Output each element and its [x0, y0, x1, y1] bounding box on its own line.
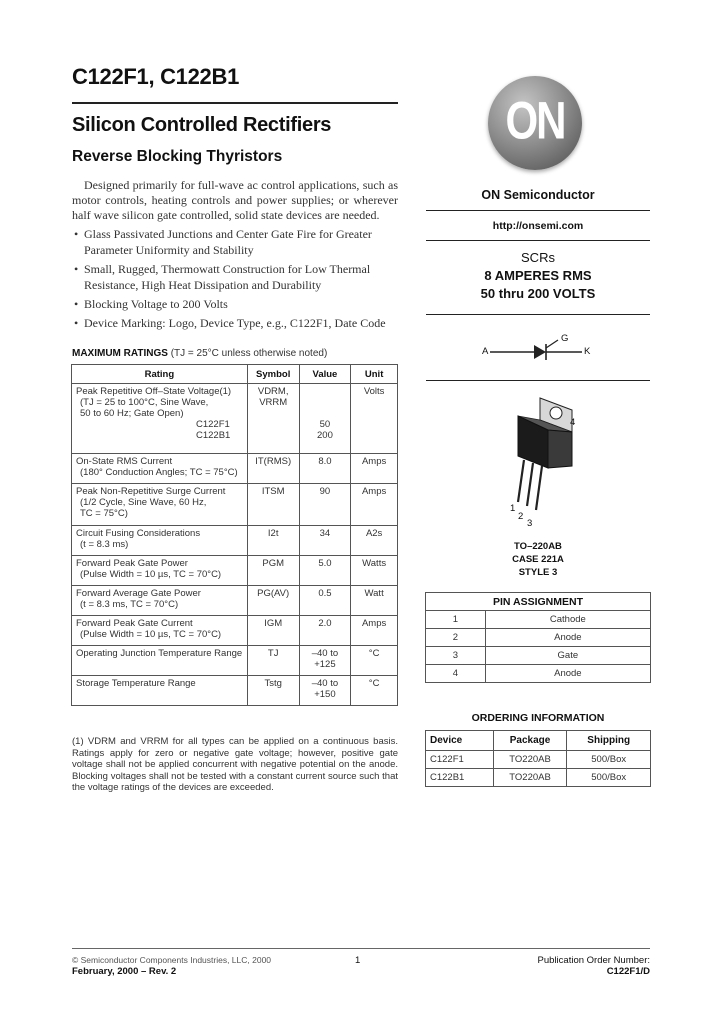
symbol: I2t [247, 526, 299, 556]
pin-label-1: 1 [510, 503, 516, 514]
feature-item: • Small, Rugged, Thermowatt Construction for Low Thermal Resistance, High Heat Dissipation and Durability [72, 261, 398, 293]
summary-line: 8 AMPERES RMS [484, 268, 592, 283]
to220-package-icon [508, 390, 580, 512]
publication-label: Publication Order Number: [537, 955, 650, 966]
publication-number: C122F1/D [606, 966, 650, 977]
on-logo [488, 76, 582, 170]
table-row: 2 Anode [426, 629, 651, 647]
rating-condition: (t = 8.3 ms) [80, 539, 129, 550]
symbol: PG(AV) [247, 586, 299, 616]
page-title: Silicon Controlled Rectifiers [72, 114, 332, 136]
value: –40 to [311, 648, 339, 659]
table-row [72, 676, 398, 706]
gate-lead [546, 340, 558, 348]
feature-item: • Blocking Voltage to 200 Volts [72, 296, 398, 312]
rating-label: Forward Peak Gate Current [76, 618, 193, 629]
col-shipping: Shipping [567, 731, 651, 751]
brand-rule [426, 210, 650, 211]
table-row [72, 616, 398, 646]
rating-label: Circuit Fusing Considerations [76, 528, 201, 539]
symbol: TJ [247, 646, 299, 676]
rating-label: Operating Junction Temperature Range [72, 646, 248, 676]
label-cathode: K [584, 346, 591, 357]
col-package: Package [493, 731, 567, 751]
unit: A2s [351, 526, 398, 556]
symbol: VRRM [259, 397, 288, 408]
max-ratings-title: MAXIMUM RATINGS [72, 348, 168, 359]
table-row [72, 586, 398, 616]
package-style: STYLE 3 [518, 567, 558, 578]
device-label: C122F1 [196, 419, 230, 430]
symbol: PGM [247, 556, 299, 586]
summary-line: 50 thru 200 VOLTS [480, 286, 596, 301]
label-anode: A [482, 346, 489, 357]
rating-label: Peak Non-Repetitive Surge Current [76, 486, 226, 497]
ordering-title: ORDERING INFORMATION [471, 712, 605, 724]
intro-paragraph: Designed primarily for full-wave ac control applications, such as motor controls, heating controls and power supplies; or wherever half wave silicon gate controlled, solid state devices are needed. [72, 178, 398, 222]
value: +150 [314, 689, 336, 700]
value: 8.0 [299, 454, 351, 484]
unit: Amps [351, 616, 398, 646]
table-row: C122F1 TO220AB 500/Box [426, 751, 651, 769]
summary-rule-bottom [426, 314, 650, 315]
value: 90 [299, 484, 351, 526]
part-number-title: C122F1, C122B1 [72, 64, 240, 89]
table-row [72, 556, 398, 586]
rating-condition: TC = 75°C) [80, 508, 128, 519]
unit: °C [351, 646, 398, 676]
tab-label: 4 [570, 417, 576, 428]
table-row [72, 484, 398, 526]
table-row [72, 526, 398, 556]
rating-condition: (t = 8.3 ms, TC = 70°C) [80, 599, 179, 610]
feature-list [72, 226, 398, 334]
rating-label: Forward Average Gate Power [76, 588, 201, 599]
on-logo-text: ON [505, 91, 565, 150]
package-info [426, 540, 650, 579]
pin-label-2: 2 [518, 511, 524, 522]
rating-condition: (180° Conduction Angles; TC = 75°C) [80, 467, 238, 478]
rating-label: Storage Temperature Range [72, 676, 248, 706]
rating-condition: (1/2 Cycle, Sine Wave, 60 Hz, [80, 497, 207, 508]
col-rating: Rating [72, 365, 248, 384]
col-device: Device [426, 731, 494, 751]
table-row [72, 384, 398, 454]
max-ratings-condition: (TJ = 25°C unless otherwise noted) [170, 348, 328, 359]
table-row: C122B1 TO220AB 500/Box [426, 769, 651, 787]
copyright: © Semiconductor Components Industries, LLC, 2000 [72, 955, 272, 965]
unit: Amps [351, 484, 398, 526]
unit: Volts [351, 384, 398, 454]
col-symbol: Symbol [247, 365, 299, 384]
col-unit: Unit [351, 365, 398, 384]
summary-block [426, 249, 650, 303]
rating-condition: 50 to 60 Hz; Gate Open) [80, 408, 184, 419]
pin-label-3: 3 [527, 518, 533, 529]
package-name: TO–220AB [514, 541, 562, 552]
page-subtitle: Reverse Blocking Thyristors [72, 148, 283, 165]
rating-condition: (TJ = 25 to 100°C, Sine Wave, [80, 397, 209, 408]
symbol: Tstg [247, 676, 299, 706]
table-row: 1 Cathode [426, 611, 651, 629]
ordering-table [425, 730, 651, 787]
unit: Watt [351, 586, 398, 616]
unit: Watts [351, 556, 398, 586]
max-ratings-table [71, 364, 398, 706]
page-number: 1 [355, 955, 361, 966]
footnote: (1) VDRM and VRRM for all types can be applied on a continuous basis. Ratings apply for zero or negative gate voltage; however, positive gate voltage shall not be applied concurrent with negative potential on the anode. Blocking voltages shall not be tested with a constant current source such that the voltage ratings of the devices are exceeded. [72, 736, 398, 793]
device-label: C122B1 [196, 430, 231, 441]
value: +125 [314, 659, 336, 670]
unit: °C [351, 676, 398, 706]
value: 200 [317, 430, 333, 441]
pin-assignment-title: PIN ASSIGNMENT [426, 593, 651, 611]
date-revision: February, 2000 – Rev. 2 [72, 966, 177, 977]
rating-condition: (Pulse Width = 10 µs, TC = 70°C) [80, 629, 222, 640]
rating-condition: (Pulse Width = 10 µs, TC = 70°C) [80, 569, 222, 580]
value: 50 [319, 419, 331, 430]
feature-item: • Device Marking: Logo, Device Type, e.g., C122F1, Date Code [72, 315, 398, 331]
unit: Amps [351, 454, 398, 484]
table-row: 3 Gate [426, 647, 651, 665]
value: –40 to [311, 678, 339, 689]
value: 34 [299, 526, 351, 556]
table-row [72, 646, 398, 676]
symbol: ITSM [247, 484, 299, 526]
value: 5.0 [299, 556, 351, 586]
title-rule [72, 102, 398, 104]
feature-item: • Glass Passivated Junctions and Center Gate Fire for Greater Parameter Uniformity and Stability [72, 226, 398, 258]
max-ratings-heading [72, 348, 327, 359]
package-case: CASE 221A [512, 554, 564, 565]
pin-assignment-table [425, 592, 651, 683]
value: 2.0 [299, 616, 351, 646]
value: 0.5 [299, 586, 351, 616]
rating-label: Peak Repetitive Off–State Voltage(1) [76, 386, 232, 397]
rating-label: Forward Peak Gate Power [76, 558, 188, 569]
diode-triangle-icon [534, 345, 546, 359]
symbol: IGM [247, 616, 299, 646]
summary-rule-top [426, 240, 650, 241]
rating-label: On-State RMS Current [76, 456, 173, 467]
company-name: ON Semiconductor [481, 188, 595, 202]
package-rule [426, 380, 650, 381]
scr-symbol [480, 332, 600, 368]
col-value: Value [299, 365, 351, 384]
table-row: 4 Anode [426, 665, 651, 683]
table-row [72, 454, 398, 484]
symbol: VDRM, [257, 386, 289, 397]
label-gate: G [561, 333, 569, 344]
website-link[interactable]: http://onsemi.com [492, 220, 584, 232]
symbol: IT(RMS) [247, 454, 299, 484]
footer-rule [72, 948, 650, 949]
summary-line: SCRs [521, 250, 555, 265]
